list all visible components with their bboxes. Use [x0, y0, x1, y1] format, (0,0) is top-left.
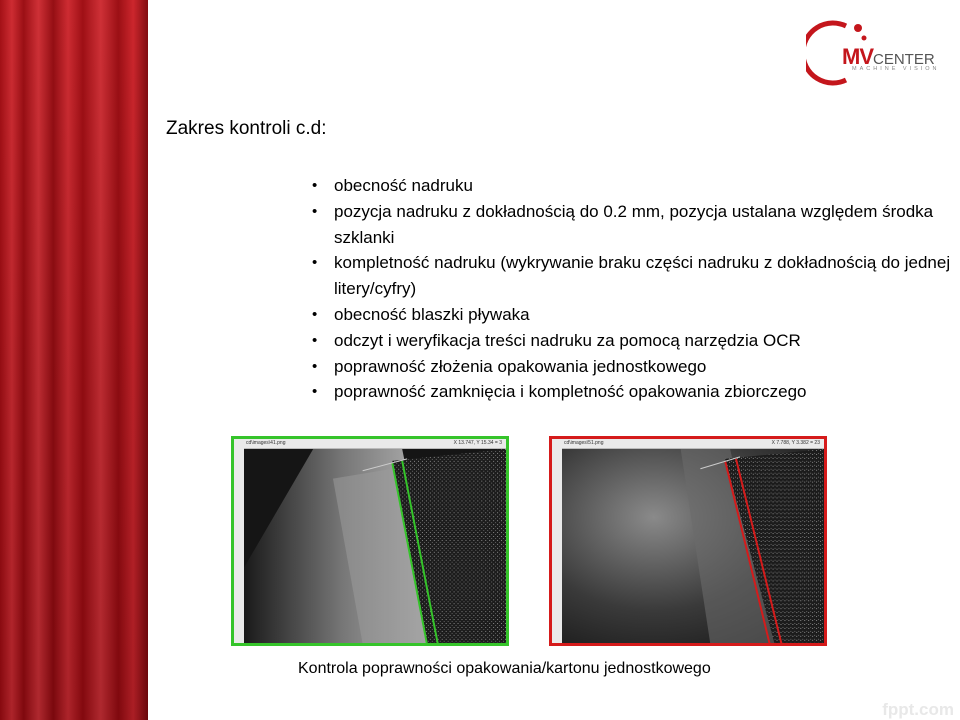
- image-filename: cd\images\51.png: [564, 440, 604, 446]
- logo-mv: MV: [842, 44, 873, 69]
- image-caption: Kontrola poprawności opakowania/kartonu jednostkowego: [298, 660, 711, 677]
- camera-image-ok: [244, 449, 506, 644]
- camera-image-nok: [562, 449, 824, 644]
- bullet-item: • obecność blaszki pływaka: [312, 302, 952, 328]
- bullet-item: • pozycja nadruku z dokładnością do 0.2 mm, pozycja ustalana względem środka szklanki: [312, 199, 952, 251]
- red-curtain-decoration: [0, 0, 148, 720]
- bullet-item: • poprawność złożenia opakowania jednostkowego: [312, 354, 952, 380]
- image-coords: X 7.788, Y 3.382 = 23: [771, 440, 820, 446]
- logo-subtitle: MACHINE VISION: [852, 66, 940, 72]
- inspection-image-ok: [231, 436, 509, 646]
- slide-title: Zakres kontroli c.d:: [166, 118, 327, 139]
- bullet-item: • poprawność zamknięcia i kompletność opakowania zbiorczego: [312, 379, 952, 405]
- inspection-image-nok: [549, 436, 827, 646]
- bullet-item: • kompletność nadruku (wykrywanie braku części nadruku z dokładnością do jednej litery/cyfry): [312, 250, 952, 302]
- image-toolbar: [552, 439, 824, 449]
- bullet-item: • obecność nadruku: [312, 173, 952, 199]
- logo-center: CENTER: [873, 51, 935, 68]
- bullet-item: • odczyt i weryfikacja treści nadruku za pomocą narzędzia OCR: [312, 328, 952, 354]
- image-coords: X 13.747, Y 15.34 = 3: [453, 440, 502, 446]
- image-toolbar: [234, 439, 506, 449]
- bullet-list: [312, 173, 952, 405]
- image-filename: cd\images\41.png: [246, 440, 286, 446]
- watermark: fppt.com: [882, 700, 954, 719]
